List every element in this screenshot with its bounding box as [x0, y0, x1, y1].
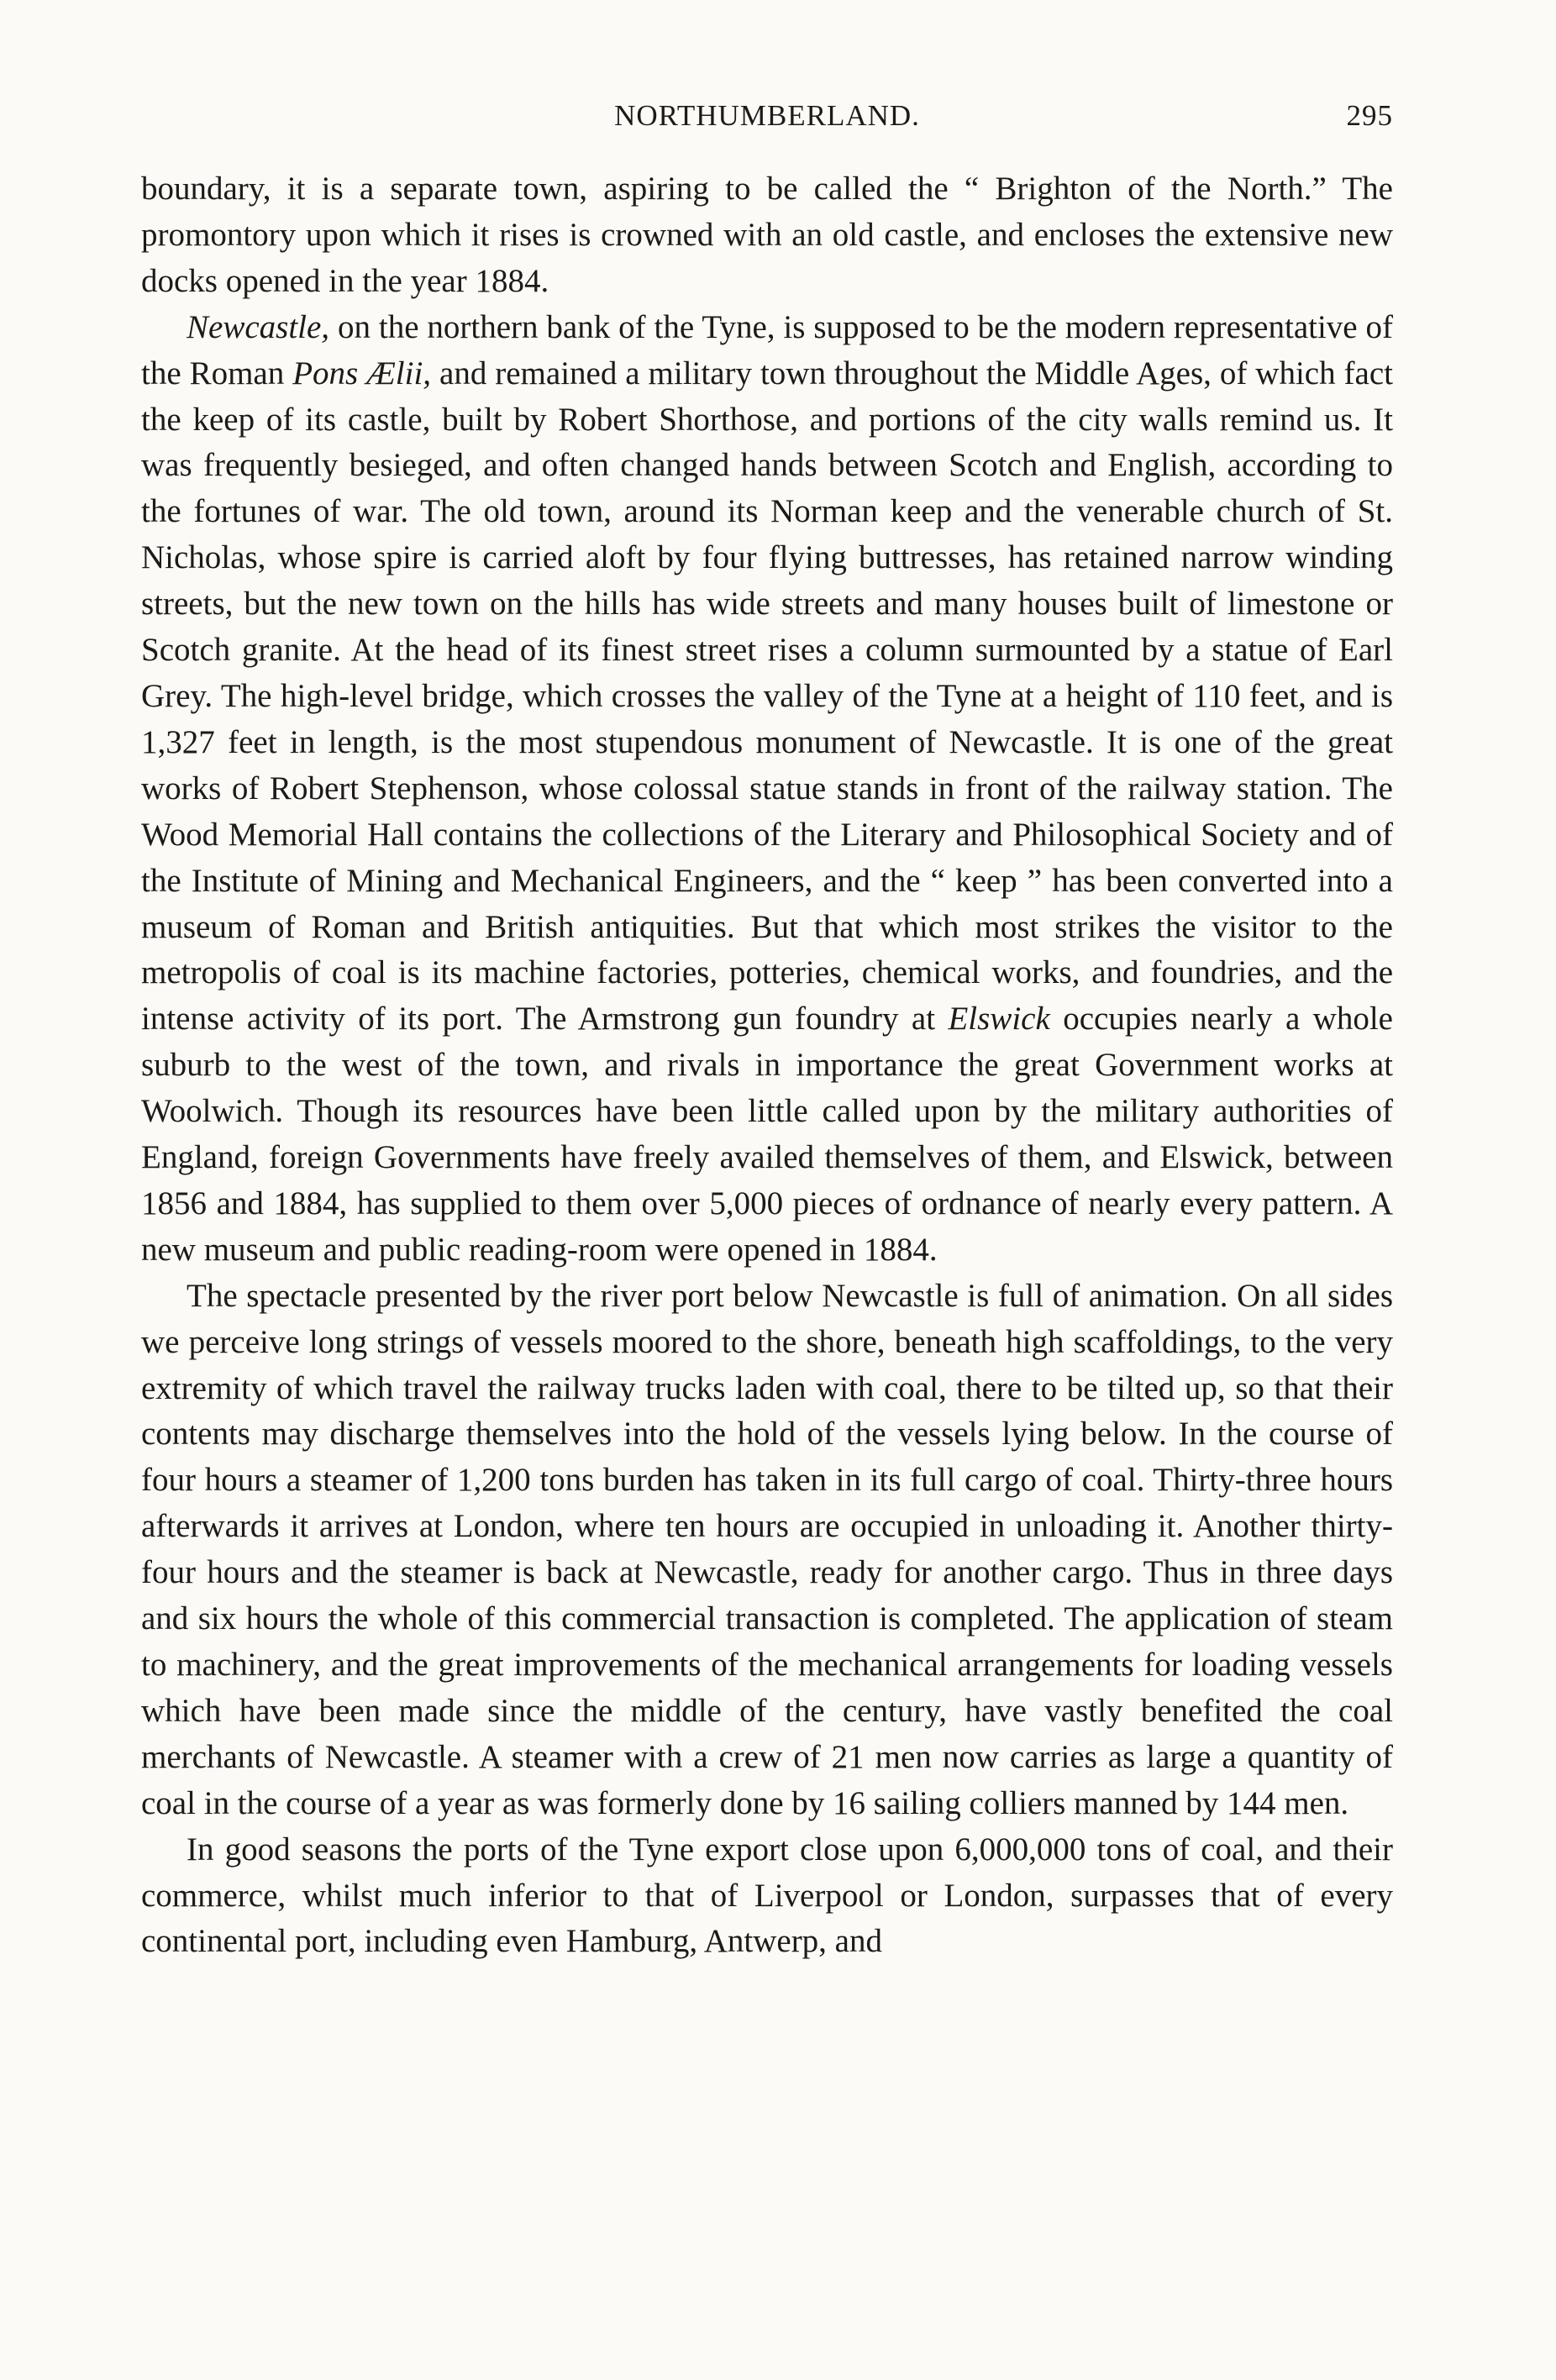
paragraph-text: In good seasons the ports of the Tyne export close upon 6,000,000 tons of coal, and their commerce, whilst much inferior to that of Liverpool or London, surpasses that of every continental port, including even Hamburg, Antwerp, and	[141, 1831, 1393, 1960]
page-number: 295	[1346, 99, 1393, 132]
running-header	[141, 99, 1393, 139]
paragraph-text: boundary, it is a separate town, aspiring to be called the “ Brighton of the North.” The promontory upon which it rises is crowned with an old castle, and encloses the extensive new docks opened in the year 1884.	[141, 171, 1393, 299]
paragraph-text: and remained a military town throughout the Middle Ages, of which fact the keep of its castle, built by Robert Shorthose, and portions of the city walls remind us. It was frequently besieged, and often changed hands between Scotch and English, according to the fortunes of war. The old town, around its Norman keep and the venerable church of St. Nicholas, whose spire is carried aloft by four flying buttresses, has retained narrow winding streets, but the new town on the hills has wide streets and many houses built of limestone or Scotch granite. At the head of its finest street rises a column surmounted by a statue of Earl Grey. The high-level bridge, which crosses the valley of the Tyne at a height of 110 feet, and is 1,327 feet in length, is the most stupendous monument of Newcastle. It is one of the great works of Robert Stephenson, whose colossal statue stands in front of the railway station. The Wood Memorial Hall contains the collections of the Literary and Philosophical Society and of the Institute of Mining and Mechanical Engineers, and the “ keep ” has been converted into a museum of Roman and British antiquities. But that which most strikes the visitor to the metropolis of coal is its machine factories, potteries, chemical works, and foundries, and the intense activity of its port. The Armstrong gun foundry at	[141, 355, 1393, 1038]
paragraph-text: occupies nearly a whole suburb to the west of the town, and rivals in importance the great Government works at Woolwich. Though its resources have been little called upon by the military authorities of England, foreign Governments have freely availed themselves of them, and Elswick, between 1856 and 1884, has supplied to them over 5,000 pieces of ordnance of nearly every pattern. A new museum and public reading-room were opened in 1884.	[141, 1001, 1393, 1268]
body-text	[141, 166, 1393, 1965]
paragraph-newcastle	[141, 305, 1393, 1274]
running-title: NORTHUMBERLAND.	[614, 99, 920, 132]
italic-latin-name: Pons Ælii,	[292, 355, 432, 391]
italic-place-name: Elswick	[948, 1001, 1050, 1038]
paragraph-tyne-exports	[141, 1827, 1393, 1966]
paragraph-river-port	[141, 1274, 1393, 1827]
paragraph-continued-boundary	[141, 166, 1393, 305]
italic-place-name: Newcastle,	[187, 308, 330, 345]
paragraph-text: The spectacle presented by the river port below Newcastle is full of animation. On all sides we perceive long strings of vessels moored to the shore, beneath high scaffoldings, to the very extremity of which travel the railway trucks laden with coal, there to be tilted up, so that their contents may discharge themselves into the hold of the vessels lying below. In the course of four hours a steamer of 1,200 tons burden has taken in its full cargo of coal. Thirty-three hours afterwards it arrives at London, where ten hours are occupied in unloading it. Another thirty-four hours and the steamer is back at Newcastle, ready for another cargo. Thus in three days and six hours the whole of this commercial transaction is completed. The application of steam to machinery, and the great improvements of the mechanical arrangements for loading vessels which have been made since the middle of the century, have vastly benefited the coal merchants of Newcastle. A steamer with a crew of 21 men now carries as large a quantity of coal in the course of a year as was formerly done by 16 sailing colliers manned by 144 men.	[141, 1277, 1393, 1821]
paragraph-text: on the northern bank of the Tyne, is supposed to be the modern representative of the Roman	[141, 308, 1393, 391]
